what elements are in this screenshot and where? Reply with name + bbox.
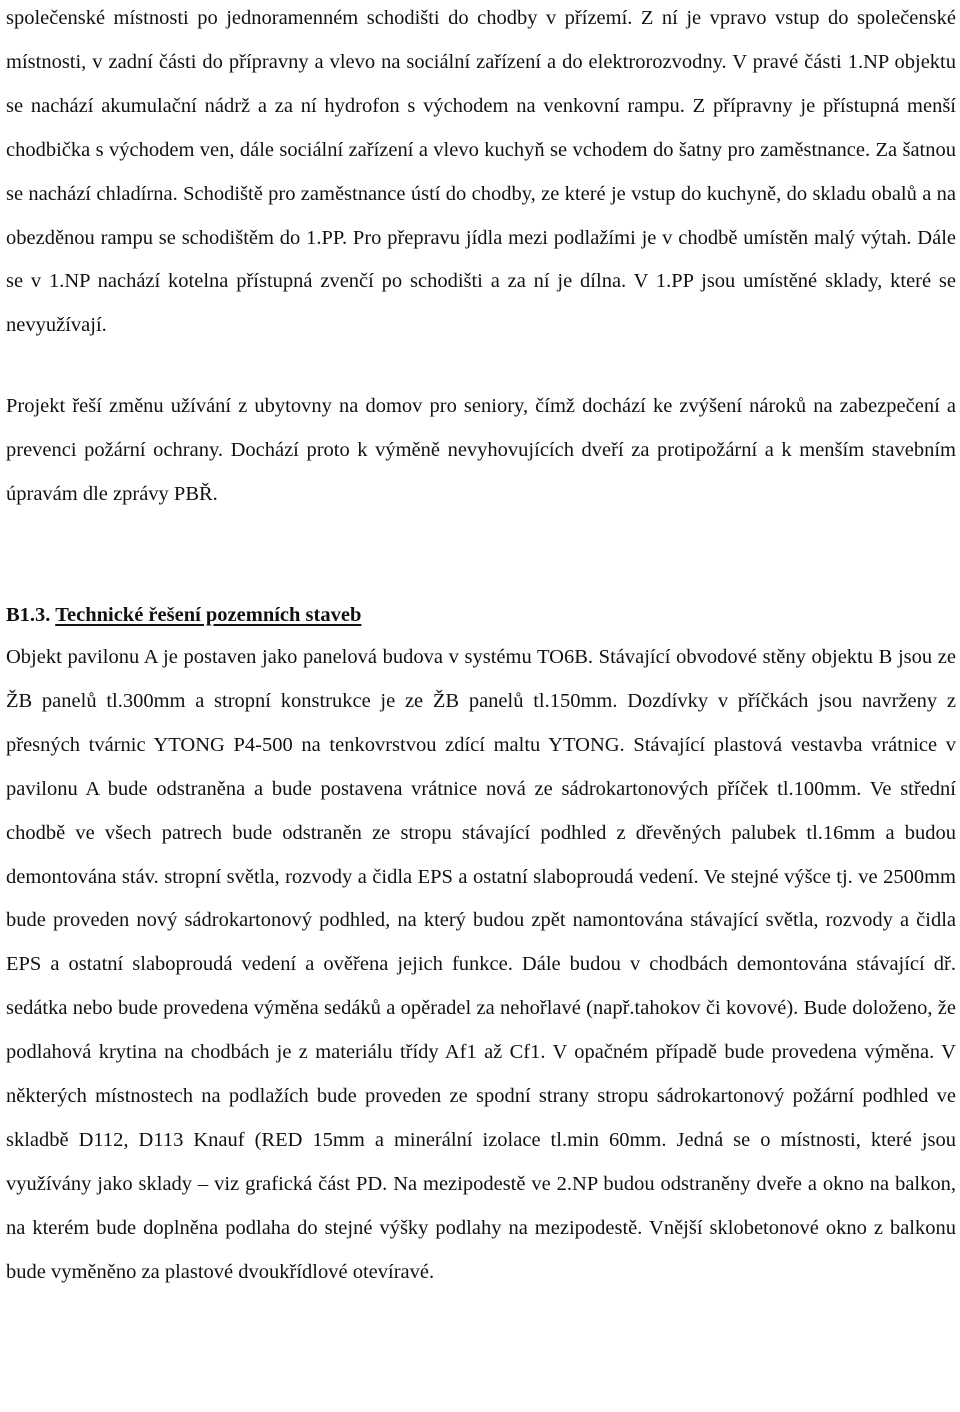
section-heading <box>6 600 956 630</box>
paragraph-technical-solution: Objekt pavilonu A je postaven jako panelová budova v systému TO6B. Stávající obvodové stěny objektu B jsou ze ŽB panelů tl.300mm a stropní konstrukce je ze ŽB panelů tl.150mm. Dozdívky v příčkách jsou navrženy z přesných tvárnic YTONG P4-500 na tenkovrstvou zdící maltu YTONG. Stávající plastová vestavba vrátnice v pavilonu A bude odstraněna a bude postavena vrátnice nová ze sádrokartonových příček tl.100mm. Ve střední chodbě ve všech patrech bude odstraněn ze stropu stávající podhled z dřevěných palubek tl.16mm a budou demontována stáv. stropní světla, rozvody a čidla EPS a ostatní slaboproudá vedení. Ve stejné výšce tj. ve 2500mm bude proveden nový sádrokartonový podhled, na který budou zpět namontována stávající světla, rozvody a čidla EPS a ostatní slaboproudá vedení a ověřena jejich funkce. Dále budou v chodbách demontována stávající dř. sedátka nebo bude provedena výměna sedáků a opěradel za nehořlavé (např.tahokov či kovové). Bude doloženo, že podlahová krytina na chodbách je z materiálu třídy Af1 až Cf1. V opačném případě bude provedena výměna. V některých místnostech na podlažích bude proveden ze spodní strany stropu sádrokartonový požární podhled ve skladbě D112, D113 Knauf (RED 15mm a minerální izolace tl.min 60mm. Jedná se o místnosti, které jsou využívány jako sklady – viz grafická část PD. Na mezipodestě ve 2.NP budou odstraněny dveře a okno na balkon, na kterém bude doplněna podlaha do stejné výšky podlahy na mezipodestě. Vnější sklobetonové okno z balkonu bude vyměněno za plastové dvoukřídlové otevíravé. <box>6 646 956 1283</box>
section-number: B1.3. <box>6 604 51 626</box>
section-title: Technické řešení pozemních staveb <box>55 604 362 626</box>
paragraph-building-layout: společenské místnosti po jednoramenném schodišti do chodby v přízemí. Z ní je vpravo vstup do společenské místnosti, v zadní části do přípravny a vlevo na sociální zařízení a do elektrorozvodny. V pravé části 1.NP objektu se nachází akumulační nádrž a za ní hydrofon s východem na venkovní rampu. Z přípravny je přístupná menší chodbička s východem ven, dále sociální zařízení a vlevo kuchyň se vchodem do šatny pro zaměstnance. Za šatnou se nachází chladírna. Schodiště pro zaměstnance ústí do chodby, ze které je vstup do kuchyně, do skladu obalů a na obezděnou rampu se schodištěm do 1.PP. Pro přepravu jídla mezi podlažími je v chodbě umístěn malý výtah. Dále se v 1.NP nachází kotelna přístupná zvenčí po schodišti a za ní je dílna. V 1.PP jsou umístěné sklady, které se nevyužívají. <box>6 7 956 337</box>
paragraph-project-scope: Projekt řeší změnu užívání z ubytovny na domov pro seniory, čímž dochází ke zvýšení nároků na zabezpečení a prevenci požární ochrany. Dochází proto k výměně nevyhovujících dveří za protipožární a k menším stavebním úpravám dle zprávy PBŘ. <box>6 395 956 505</box>
